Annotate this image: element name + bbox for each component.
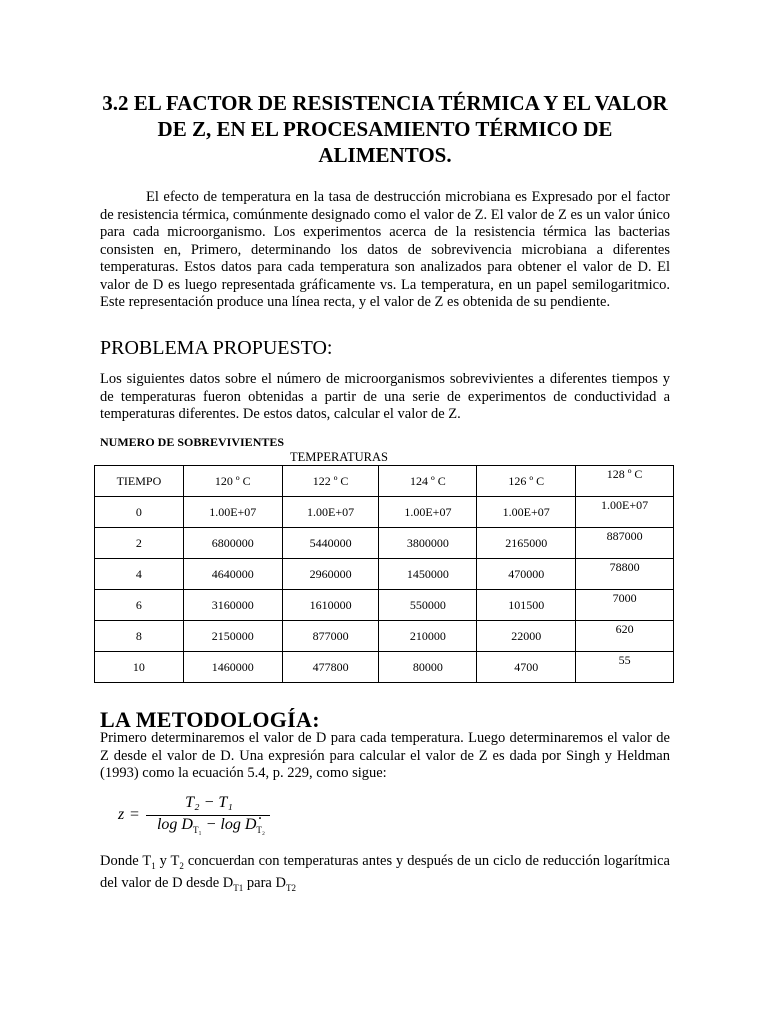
value-cell: 477800 [282,652,379,683]
table-row [95,652,674,683]
final-sub-1: 1 [151,860,156,871]
value-cell: 550000 [379,590,477,621]
value-cell: 1.00E+07 [477,497,576,528]
value-cell: 7000 [576,590,674,621]
header-cell: 122 º C [282,466,379,497]
den-log-2: − log D [201,816,257,833]
header-cell: 128 º C [576,466,674,497]
survivors-table [94,465,674,683]
table-caption: NUMERO DE SOBREVIVIENTES [100,435,285,449]
value-cell: 1.00E+07 [576,497,674,528]
value-cell: 3800000 [379,528,477,559]
method-heading: LA METODOLOGÍA: [100,707,320,732]
formula-trailing-dot: . [258,806,262,823]
table-row [95,590,674,621]
final-sub-3: T1 [233,883,244,894]
final-paragraph [100,853,670,898]
value-cell: 80000 [379,652,477,683]
value-cell: 1460000 [183,652,282,683]
formula-denominator [146,816,276,835]
value-cell: 22000 [477,621,576,652]
value-cell: 1450000 [379,559,477,590]
value-cell: 101500 [477,590,576,621]
formula-equals: = [130,806,140,823]
time-cell: 2 [95,528,184,559]
final-sub-2: 2 [179,860,184,871]
table-row [95,621,674,652]
time-cell: 4 [95,559,184,590]
problem-paragraph: Los siguientes datos sobre el número de microorganismos sobrevivientes a diferentes tiempos y de temperaturas fueron obtenidas a partir de una serie de experimentos de conductividad a temperaturas diferentes. De estos datos, calcular el valor de Z. [100,371,670,422]
value-cell: 470000 [477,559,576,590]
den-sub-1: T₁ [192,825,202,836]
table-header-row [95,466,674,497]
time-cell: 10 [95,652,184,683]
time-cell: 6 [95,590,184,621]
final-text-1: Donde T [100,853,152,869]
final-sub-4: T2 [285,883,296,894]
formula-numerator: T₂ − T₁ [185,794,233,811]
value-cell: 2150000 [183,621,282,652]
table-body [95,466,674,683]
final-text-3: concuerdan con temperaturas antes y después de un ciclo de reducción logarítmica del valor de D desde D [100,853,670,892]
header-cell: TIEMPO [95,466,184,497]
value-cell: 1.00E+07 [379,497,477,528]
final-text-4: para D [243,875,286,892]
value-cell: 78800 [576,559,674,590]
value-cell: 4700 [477,652,576,683]
table-row [95,559,674,590]
value-cell: 1610000 [282,590,379,621]
table-row [95,497,674,528]
header-cell: 124 º C [379,466,477,497]
den-log-1: log D [156,816,193,833]
value-cell: 55 [576,652,674,683]
intro-paragraph: El efecto de temperatura en la tasa de destrucción microbiana es Expresado por el factor de resistencia térmica, comúnmente designado como el valor de Z. El valor de Z es un valor único para cada microorganismo. Los experimentos acerca de la resistencia térmica las bacterias consisten en, Primero, determinando los datos de sobrevivencia microbiana a diferentes temperaturas. Estos datos para cada temperatura son analizados para obtener el valor de D. El valor de D es luego representada gráficamente vs. La temperatura, en un papel semilogaritmico. Este representación produce una línea recta, y el valor de Z es obtenida de su pendiente. [100,189,670,310]
time-cell: 8 [95,621,184,652]
value-cell: 3160000 [183,590,282,621]
formula-lhs: z [118,806,125,823]
time-cell: 0 [95,497,184,528]
value-cell: 887000 [576,528,674,559]
page-title: 3.2 EL FACTOR DE RESISTENCIA TÉRMICA Y EL VALOR DE Z, EN EL PROCESAMIENTO TÉRMICO DE ALIMENTOS. [102,91,668,167]
value-cell: 1.00E+07 [183,497,282,528]
header-cell: 126 º C [477,466,576,497]
value-cell: 5440000 [282,528,379,559]
method-paragraph: Primero determinaremos el valor de D para cada temperatura. Luego determinaremos el valor de Z desde el valor de D. Una expresión para calcular el valor de Z es dada por Singh y Heldman (1993) como la ecuación 5.4, p. 229, como sigue: [100,730,670,781]
value-cell: 877000 [282,621,379,652]
temperatures-label: TEMPERATURAS [290,450,388,464]
value-cell: 620 [576,621,674,652]
final-text-2: y T [155,853,180,869]
value-cell: 2165000 [477,528,576,559]
value-cell: 6800000 [183,528,282,559]
table-row [95,528,674,559]
value-cell: 2960000 [282,559,379,590]
value-cell: 1.00E+07 [282,497,379,528]
den-sub-2: T₂ [256,825,266,836]
value-cell: 210000 [379,621,477,652]
value-cell: 4640000 [183,559,282,590]
problem-heading: PROBLEMA PROPUESTO: [100,337,333,359]
header-cell: 120 º C [183,466,282,497]
